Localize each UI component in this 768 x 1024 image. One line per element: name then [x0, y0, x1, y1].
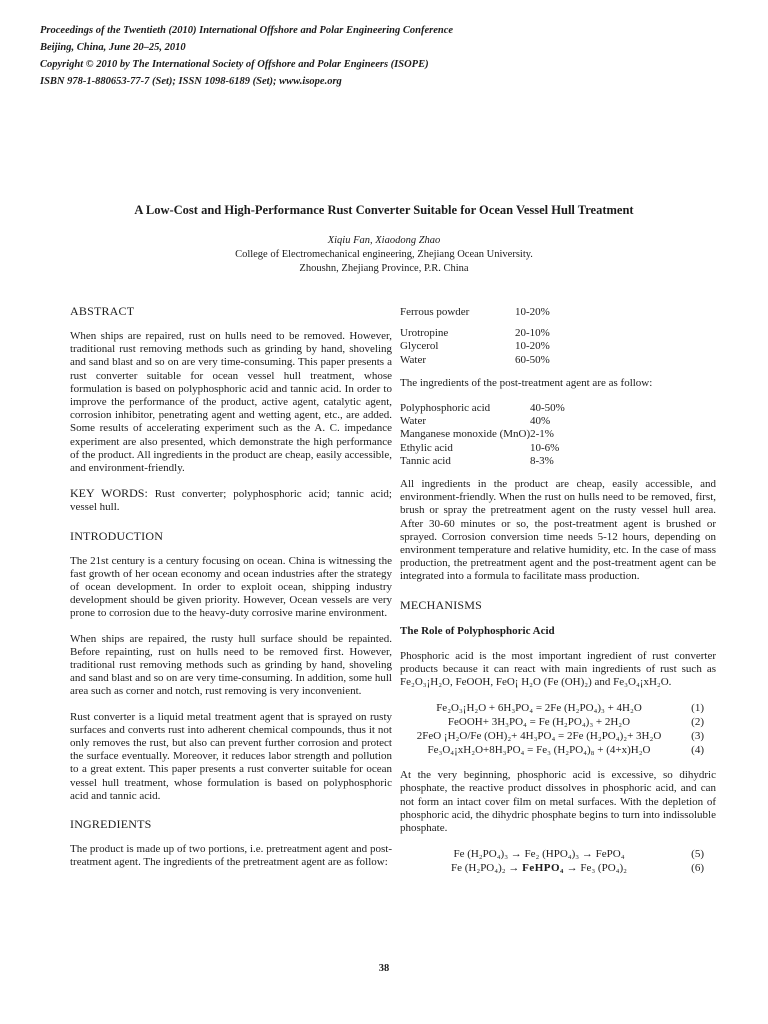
ingredient-value: 60-50% — [515, 353, 550, 366]
table-row — [400, 442, 716, 455]
ingredient-name: Ferrous powder — [400, 306, 470, 318]
equation-row — [400, 847, 704, 861]
title-block — [0, 202, 768, 276]
ingredient-name: Tannic acid — [400, 454, 451, 467]
table-row — [400, 415, 716, 428]
equation-number: (4) — [691, 744, 704, 757]
equation-formula: FeOOH+ 3H₃PO₄ = Fe (H₂PO₄)₃ + 2H₂O — [447, 716, 631, 729]
ingredient-value: 2-1% — [530, 428, 554, 441]
affiliation-line-1: College of Electromechanical engineering, Zhejiang Ocean University. — [235, 249, 533, 260]
equation-number: (3) — [691, 730, 704, 743]
posttreatment-intro: The ingredients of the post-treatment agent are as follow: — [400, 376, 653, 389]
introduction-heading: INTRODUCTION — [70, 528, 164, 543]
header-line-proceedings: Proceedings of the Twentieth (2010) International Offshore and Polar Engineering Conference — [40, 25, 454, 36]
role-paragraph-2: At the very beginning, phosphoric acid is excessive, so dihydric phosphate, the reactive product dissolves in phosphoric acid, and can not form an intact cover film on metal surfaces. With the depletion of phosphoric acid, the dihydric phosphate begins to turn into indissoluble phosphate. — [400, 769, 716, 835]
table-row — [400, 327, 716, 340]
equation-block-1 — [400, 701, 716, 757]
ingredient-name: Urotropine — [400, 327, 449, 340]
equation-row — [400, 715, 704, 729]
header-line-isbn: ISBN 978-1-880653-77-7 (Set); ISSN 1098-6189 (Set); www.isope.org — [40, 76, 342, 87]
ingredient-value: 10-20% — [515, 340, 550, 353]
equation-number: (1) — [691, 702, 704, 715]
keywords-label: KEY WORDS: — [70, 486, 148, 501]
paper-title: A Low-Cost and High-Performance Rust Converter Suitable for Ocean Vessel Hull Treatment — [134, 203, 634, 217]
header-line-copyright: Copyright © 2010 by The International Society of Offshore and Polar Engineers (ISOPE) — [40, 59, 429, 70]
ingredient-value: 40% — [530, 415, 551, 428]
conference-header — [40, 22, 712, 90]
ingredient-name: Water — [400, 415, 426, 428]
affiliation-line-2: Zhoushn, Zhejiang Province, P.R. China — [299, 263, 469, 274]
ingredients-heading: INGREDIENTS — [70, 817, 152, 832]
ingredient-value: 10-6% — [530, 441, 560, 454]
page-number: 38 — [378, 963, 390, 974]
abstract-heading: ABSTRACT — [70, 304, 135, 318]
ingredient-name: Manganese monoxide (MnO) — [400, 428, 531, 441]
keywords-text: Rust converter; polyphosphoric acid; tannic acid; vessel hull. — [70, 488, 392, 514]
equation-row — [400, 861, 704, 875]
intro-paragraph-1: The 21st century is a century focusing on ocean. China is witnessing the fast growth of her ocean economy and ocean industries after the strategy of ocean development. In order to exploit ocean, shipping industry development should be given priority. However, Ocean vessels are very prone to corrosion due to the heavy-duty corrosive marine environment. — [70, 554, 392, 620]
table-row — [400, 354, 716, 367]
mechanisms-heading: MECHANISMS — [400, 597, 483, 612]
intro-paragraph-2: When ships are repaired, the rusty hull surface should be repainted. Before repainting, rust on hulls need to be removed first. However, traditional rust removing methods such as grinding by hand, shoveling and sand blast and so on are very time-consuming. In addition, some hull area such as corner and notch, rust removing is very inconvenient. — [70, 632, 392, 698]
equation-row — [400, 729, 704, 743]
ingredient-value: 10-20% — [515, 306, 550, 318]
table-row — [400, 306, 716, 319]
equation-row — [400, 743, 704, 757]
left-column — [70, 304, 392, 887]
ingredient-name: Polyphosphoric acid — [400, 402, 491, 415]
equation-number: (6) — [691, 862, 704, 875]
equation-row — [400, 701, 704, 715]
ingredient-value: 20-10% — [515, 327, 550, 340]
equation-formula: Fe (H₂PO₄)₃ → Fe₂ (HPO₄)₃ → FePO₄ — [453, 848, 625, 861]
equation-formula: Fe₃O₄¡xH₂O+8H₃PO₄ = Fe₃ (H₂PO₄)₈ + (4+x)H₂O — [427, 744, 651, 757]
ingredient-name: Glycerol — [400, 340, 439, 353]
pretreatment-ingredients-table — [400, 306, 716, 367]
two-column-body — [70, 304, 768, 887]
abstract-paragraph: When ships are repaired, rust on hulls need to be removed. However, traditional rust removing methods such as grinding by hand, shoveling and sand blast and so on are very time-consuming. This paper presents a rust converter suitable for ocean vessel hull treatment, whose formulation is based on polyphosphoric acid and tannic acid. In order to improve the performance of the product, active agent, catalytic agent, corrosion inhibitor, penetrating agent and wetting agent, etc., are added. Some results of accelerating experiment such as the A. C. impedance experiment are also presented, which demonstrate the high performance of the product. All ingredients in the product are cheap, easily accessible, and environment-friendly. — [70, 330, 392, 475]
right-column — [400, 304, 716, 887]
table-row — [400, 340, 716, 353]
equation-formula — [400, 861, 678, 875]
equation-formula: 2FeO ¡H₂O/Fe (OH)₂+ 4H₃PO₄ = 2Fe (H₂PO₄)₂+ 3H₂O — [416, 730, 662, 743]
equation-formula: Fe₂O₃¡H₂O + 6H₃PO₄ = 2Fe (H₂PO₄)₃ + 4H₂O — [436, 702, 642, 715]
equation-segment: Fe (H₂PO₄)₂ → — [451, 862, 523, 875]
ingredient-name: Ethylic acid — [400, 441, 453, 454]
all-ingredients-paragraph: All ingredients in the product are cheap, easily accessible, and environment-friendly. When the rust on hulls need to be removed, first, brush or spray the pretreatment agent on the rusty vessel hull area. After 30-60 minutes or so, the post-treatment agent is brushed or sprayed. Corrosion conversion time needs 5-12 hours, depending on environment temperature and relative humidity, etc. In the case of mass production, the pretreatment agent and the post-treatment agent can be integrated into a formula to facilitate mass production. — [400, 478, 716, 583]
page-footer — [0, 963, 768, 974]
equation-bold-segment: FeHPO₄ — [522, 862, 564, 875]
equation-number: (5) — [691, 848, 704, 861]
role-of-polyphosphoric-acid-heading: The Role of Polyphosphoric Acid — [400, 624, 555, 637]
ingredient-name: Water — [400, 353, 426, 366]
header-line-location: Beijing, China, June 20–25, 2010 — [40, 42, 186, 53]
table-row — [400, 402, 716, 415]
role-paragraph-1: Phosphoric acid is the most important ingredient of rust converter products because it can react with main ingredients of rust such as Fe₂O₃¡H₂O, FeOOH, FeO¡ H₂O (Fe (OH)₂) and Fe₃O₄¡xH₂O. — [400, 649, 716, 689]
equation-number: (2) — [691, 716, 704, 729]
ingredient-value: 40-50% — [530, 402, 565, 415]
equation-block-2 — [400, 847, 716, 875]
equation-segment: → Fe₃ (PO₄)₂ — [563, 862, 627, 875]
ingredients-paragraph-1: The product is made up of two portions, i.e. pretreatment agent and post-treatment agent. The ingredients of the pretreatment agent are as follow: — [70, 843, 392, 869]
authors-line: Xiqiu Fan, Xiaodong Zhao — [327, 235, 441, 246]
table-row — [400, 428, 716, 441]
posttreatment-ingredients-table — [400, 402, 716, 468]
ingredient-value: 8-3% — [530, 454, 554, 467]
intro-paragraph-3: Rust converter is a liquid metal treatment agent that is sprayed on rusty surfaces and converts rust into adherent chemical compounds, thus it not only removes the rust, but also can prevent further corrosion and protect the surface eventually. Moreover, it reduces labor strength and pollution to a great extent. This paper presents a rust converter suitable for ocean vessel hull treatment, whose formulation is based on polyphosphoric acid and tannic acid. — [70, 710, 392, 802]
keywords-paragraph — [70, 487, 392, 514]
table-row — [400, 455, 716, 468]
